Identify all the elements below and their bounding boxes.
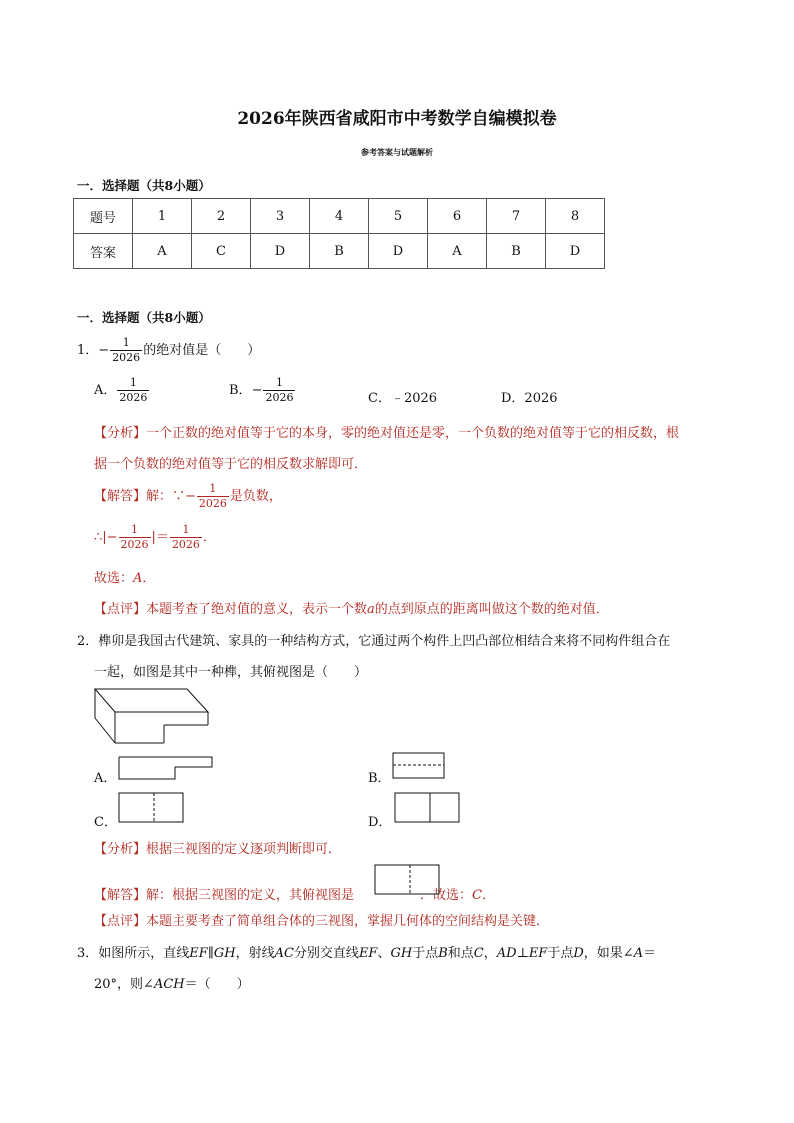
fraction: $\frac{1}{2026}$ (112, 336, 141, 364)
answer-table (73, 198, 605, 269)
option-b-figure (392, 752, 446, 780)
table-row-numbers (74, 199, 605, 234)
section-heading: 一．选择题（共8小题） (77, 178, 211, 193)
option-b: B．− $\frac{1}{2026}$ (229, 376, 294, 404)
table-cell: 7 (487, 199, 546, 234)
q2-option-a-label: A． (94, 771, 117, 786)
option-a: A． $\frac{1}{2026}$ (94, 376, 148, 404)
option-c: C．﹣2026 (368, 391, 438, 406)
table-cell: 1 (133, 199, 192, 234)
therefore-line: ∴|− $\frac{1}{2026}$ |＝ $\frac{1}{2026}$ ． (94, 523, 216, 551)
table-cell: D (369, 234, 428, 269)
option-d-figure (394, 792, 461, 824)
q2-option-b-label: B． (368, 771, 391, 786)
answer-inline-figure (374, 864, 441, 896)
table-cell: 4 (310, 199, 369, 234)
question-2-stem-line-1: 2．榫卯是我国古代建筑、家具的一种结构方式，它通过两个构件上凹凸部位相结合来将不同构件组合在 (77, 634, 671, 649)
mortise-3d-figure (92, 688, 212, 746)
question-3-stem-line-1: 3．如图所示，直线EF∥GH，射线AC分别交直线EF、GH于点B和点C，AD⊥EF于点D，如果∠A＝ (77, 946, 657, 961)
table-cell: D (546, 234, 605, 269)
page-title: 2026年陕西省咸阳市中考数学自编模拟卷 (237, 109, 557, 129)
table-cell: B (487, 234, 546, 269)
page-subtitle: 参考答案与试题解析 (361, 147, 433, 157)
table-cell: B (310, 234, 369, 269)
table-cell: A (428, 234, 487, 269)
section-heading: 一．选择题（共8小题） (77, 310, 211, 325)
q2-analysis: 【分析】根据三视图的定义逐项判断即可． (94, 842, 342, 857)
table-cell: 2 (192, 199, 251, 234)
table-cell: C (192, 234, 251, 269)
table-cell: 6 (428, 199, 487, 234)
table-cell: D (251, 234, 310, 269)
q2-option-d-label: D． (368, 815, 392, 830)
table-header-cell: 题号 (74, 199, 133, 234)
table-cell: A (133, 234, 192, 269)
choose-line: 故选：A． (94, 571, 156, 586)
table-cell: 5 (369, 199, 428, 234)
question-3-stem-line-2: 20°，则∠ACH＝（ ） (94, 977, 250, 992)
analysis-line-2: 据一个负数的绝对值等于它的相反数求解即可． (94, 457, 368, 472)
comment-line: 【点评】本题考查了绝对值的意义，表示一个数a的点到原点的距离叫做这个数的绝对值． (94, 602, 609, 617)
q2-comment: 【点评】本题主要考查了简单组合体的三视图，掌握几何体的空间结构是关键． (94, 914, 550, 929)
answer-line: 【解答】解：∵− $\frac{1}{2026}$ 是负数， (94, 482, 282, 510)
question-1-stem: 1．− $\frac{1}{2026}$ 的绝对值是（ ） (77, 336, 261, 364)
table-header-cell: 答案 (74, 234, 133, 269)
question-2-stem-line-2: 一起，如图是其中一种榫，其俯视图是（ ） (94, 665, 368, 680)
table-cell: 8 (546, 199, 605, 234)
q2-option-c-label: C． (94, 815, 117, 830)
analysis-line-1: 【分析】一个正数的绝对值等于它的本身，零的绝对值还是零，一个负数的绝对值等于它的相反数，根 (94, 426, 680, 441)
option-c-figure (118, 792, 185, 824)
q2-answer: 【解答】解：根据三视图的定义，其俯视图是 ．故选：C． (94, 888, 496, 903)
table-row-answers (74, 234, 605, 269)
table-cell: 3 (251, 199, 310, 234)
option-d: D．2026 (501, 391, 558, 406)
option-a-figure (118, 755, 214, 781)
